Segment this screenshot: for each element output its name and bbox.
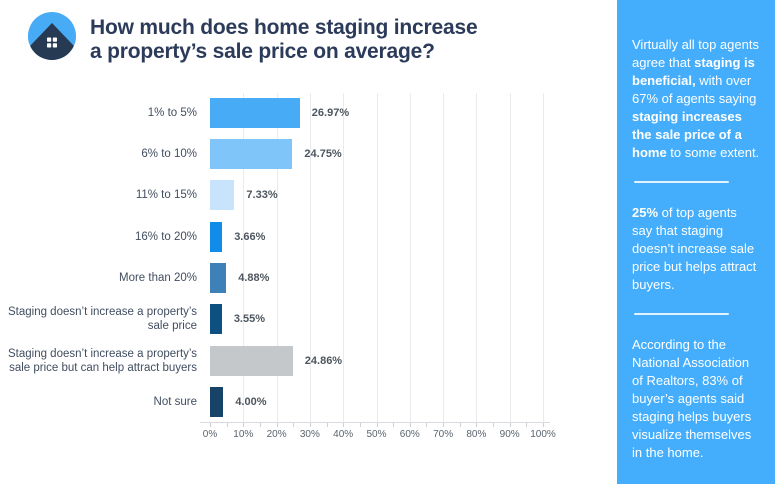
x-axis-tick-label: 40% [333, 429, 354, 440]
value-label: 24.75% [304, 147, 342, 160]
sidebar-divider-1 [634, 181, 729, 183]
axis-tick [277, 423, 278, 427]
axis-tick [410, 423, 411, 427]
axis-tick [243, 423, 244, 427]
sidebar [617, 0, 775, 484]
bar [210, 304, 222, 334]
value-label: 26.97% [311, 106, 350, 119]
value-label: 24.86% [304, 354, 343, 367]
x-axis-tick-label: 60% [399, 429, 420, 440]
axis-tick [426, 423, 427, 427]
x-axis-tick-label: 80% [466, 429, 487, 440]
category-label: 6% to 10% [141, 147, 197, 160]
value-label: 3.55% [233, 313, 266, 326]
category-label: 16% to 20% [134, 230, 197, 243]
axis-tick [377, 423, 378, 427]
value-label: 7.33% [246, 189, 278, 202]
house-logo-icon [28, 12, 76, 60]
axis-tick [293, 423, 294, 427]
axis-tick [543, 423, 544, 427]
x-axis-tick-label: 50% [366, 429, 387, 440]
axis-tick [476, 423, 477, 427]
category-label: Staging doesn’t increase a property’s sale price but can help attract buyers [7, 347, 197, 374]
bar [210, 222, 222, 252]
sidebar-divider-2 [634, 313, 729, 315]
gridline [410, 93, 411, 422]
sidebar-text-bold: 25% [632, 205, 659, 220]
sidebar-paragraph-1 [632, 36, 760, 162]
bar [210, 346, 293, 376]
category-label: 11% to 15% [135, 189, 197, 202]
bar [210, 180, 234, 210]
x-axis-tick-label: 100% [530, 429, 556, 440]
gridline [543, 93, 544, 422]
value-label: 3.66% [234, 230, 266, 243]
sidebar-text: According to the National Association of Realtors, 83% of buyer’s agents said staging helps buyers visualize themselves in the home. [632, 337, 752, 460]
axis-tick [210, 423, 211, 427]
axis-tick [510, 423, 511, 427]
sidebar-paragraph-3 [632, 336, 760, 462]
category-label: More than 20% [119, 271, 197, 284]
axis-tick [460, 423, 461, 427]
gridline [510, 93, 511, 422]
axis-tick [493, 423, 494, 427]
x-axis-tick-label: 10% [233, 429, 254, 440]
gridline [443, 93, 444, 422]
page-title [90, 16, 590, 64]
x-axis-line [200, 422, 550, 423]
axis-tick [343, 423, 344, 427]
x-axis-tick-label: 30% [299, 429, 320, 440]
axis-tick [360, 423, 361, 427]
sidebar-text: of top agents say that staging doesn’t increase sale price but helps attract buyers. [632, 205, 757, 292]
gridline [343, 93, 344, 422]
sidebar-text: with over 67% of agents saying [632, 73, 757, 106]
bar [210, 98, 300, 128]
page-title-line1: How much does home staging increase [90, 16, 478, 39]
x-axis-tick-label: 0% [202, 429, 218, 440]
value-label: 4.88% [238, 271, 270, 284]
sidebar-text: Virtually all top agents agree that [632, 37, 759, 70]
bar [210, 139, 292, 169]
axis-tick [227, 423, 228, 427]
x-axis-tick-label: 70% [433, 429, 454, 440]
category-label: Not sure [153, 396, 197, 409]
category-label: Staging doesn’t increase a property’s sale price [7, 306, 197, 333]
axis-tick [443, 423, 444, 427]
axis-tick [260, 423, 261, 427]
x-axis-tick-label: 90% [499, 429, 520, 440]
axis-tick [310, 423, 311, 427]
axis-tick [327, 423, 328, 427]
bar [210, 387, 223, 417]
sidebar-paragraph-2 [632, 204, 760, 294]
page-title-line2: a property’s sale price on average? [90, 40, 435, 63]
axis-tick [526, 423, 527, 427]
value-label: 4.00% [235, 396, 267, 409]
category-label: 1% to 5% [147, 106, 197, 119]
gridline [310, 93, 311, 422]
gridline [476, 93, 477, 422]
sidebar-text-bold: staging increases the sale price of a home [632, 109, 742, 160]
gridline [377, 93, 378, 422]
bar [210, 263, 226, 293]
sidebar-text: to some extent. [666, 145, 760, 160]
x-axis-tick-label: 20% [266, 429, 287, 440]
axis-tick [393, 423, 394, 427]
sidebar-text-bold: staging is beneficial, [632, 55, 755, 88]
